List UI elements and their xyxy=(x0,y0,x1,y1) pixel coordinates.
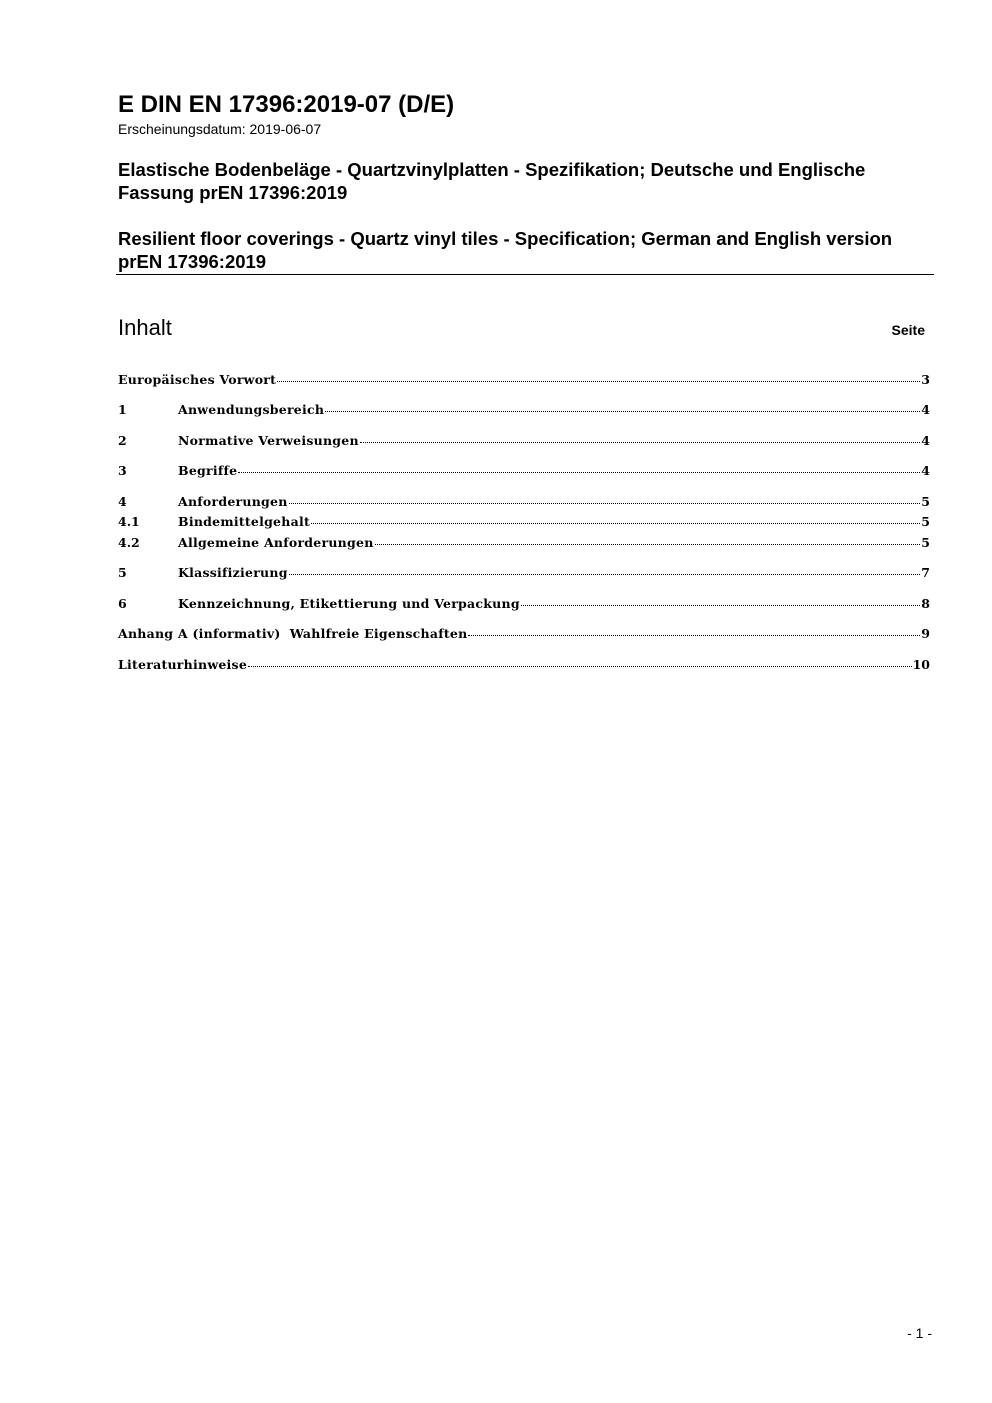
toc-entry-number: 4.2 xyxy=(118,535,140,550)
toc-entry-number: 3 xyxy=(118,463,127,478)
toc-entry-label: Bindemittelgehalt xyxy=(178,514,310,529)
toc-entry-page: 7 xyxy=(921,565,930,580)
toc-entry-page: 10 xyxy=(912,657,930,672)
title-german: Elastische Bodenbeläge - Quartzvinylplatten - Spezifikation; Deutsche und Englische Fassung prEN 17396:2019 xyxy=(118,159,866,203)
toc-leader-dots xyxy=(289,574,921,575)
toc-entry-terms[interactable] xyxy=(118,463,930,481)
toc-entry-label: Anhang A (informativ) Wahlfreie Eigenschaften xyxy=(118,626,468,641)
toc-leader-dots xyxy=(375,544,921,545)
toc-leader-dots xyxy=(468,635,920,636)
toc-entry-general-requirements[interactable] xyxy=(118,535,930,553)
toc-entry-bibliography[interactable] xyxy=(118,657,930,675)
toc-entry-label: Normative Verweisungen xyxy=(178,433,359,448)
toc-entry-foreword[interactable] xyxy=(118,372,930,390)
toc-entry-label: Literaturhinweise xyxy=(118,657,248,672)
toc-entry-page: 5 xyxy=(921,494,930,509)
title-english: Resilient floor coverings - Quartz vinyl tiles - Specification; German and English version prEN 17396:2019 xyxy=(118,228,893,272)
toc-leader-dots xyxy=(325,411,920,412)
toc-entry-annex-a[interactable] xyxy=(118,626,930,644)
toc-entry-page: 8 xyxy=(921,596,930,611)
toc-entry-number: 5 xyxy=(118,565,127,580)
toc-entry-page: 4 xyxy=(921,402,930,417)
toc-entry-classification[interactable] xyxy=(118,565,930,583)
toc-entry-number: 2 xyxy=(118,433,127,448)
toc-leader-dots xyxy=(248,666,912,667)
page-number: - 1 - xyxy=(907,1325,932,1341)
toc-leader-dots xyxy=(360,442,920,443)
toc-entry-label: Begriffe xyxy=(178,463,238,478)
toc-entry-normative-references[interactable] xyxy=(118,433,930,451)
toc-entry-requirements[interactable] xyxy=(118,494,930,512)
toc-leader-dots xyxy=(311,523,920,524)
toc-entry-page: 5 xyxy=(921,535,930,550)
toc-entry-number: 4.1 xyxy=(118,514,140,529)
toc-entry-label: Anforderungen xyxy=(178,494,288,509)
toc-entry-label: Allgemeine Anforderungen xyxy=(178,535,374,550)
toc-leader-dots xyxy=(238,472,920,473)
toc-heading: Inhalt xyxy=(118,315,172,340)
toc-entry-page: 4 xyxy=(921,463,930,478)
toc-entry-label: Europäisches Vorwort xyxy=(118,372,277,387)
toc-leader-dots xyxy=(521,605,920,606)
toc-page-column-heading: Seite xyxy=(891,322,925,338)
toc-entry-label: Anwendungsbereich xyxy=(178,402,325,417)
header-divider xyxy=(116,274,934,275)
document-id: E DIN EN 17396:2019-07 (D/E) xyxy=(118,91,455,118)
toc-entry-marking[interactable] xyxy=(118,596,930,614)
toc-entry-number: 1 xyxy=(118,402,127,417)
toc-entry-number: 6 xyxy=(118,596,127,611)
toc-entry-binder-content[interactable] xyxy=(118,514,930,532)
toc-entry-page: 4 xyxy=(921,433,930,448)
toc-entry-number: 4 xyxy=(118,494,127,509)
toc-entry-scope[interactable] xyxy=(118,402,930,420)
toc-leader-dots xyxy=(289,503,921,504)
toc-entry-label: Kennzeichnung, Etikettierung und Verpackung xyxy=(178,596,520,611)
toc-entry-page: 3 xyxy=(921,372,930,387)
toc-entry-page: 9 xyxy=(921,626,930,641)
toc-leader-dots xyxy=(277,381,920,382)
toc-entry-label: Klassifizierung xyxy=(178,565,288,580)
toc-entry-page: 5 xyxy=(921,514,930,529)
publication-date: Erscheinungsdatum: 2019-06-07 xyxy=(118,121,322,137)
